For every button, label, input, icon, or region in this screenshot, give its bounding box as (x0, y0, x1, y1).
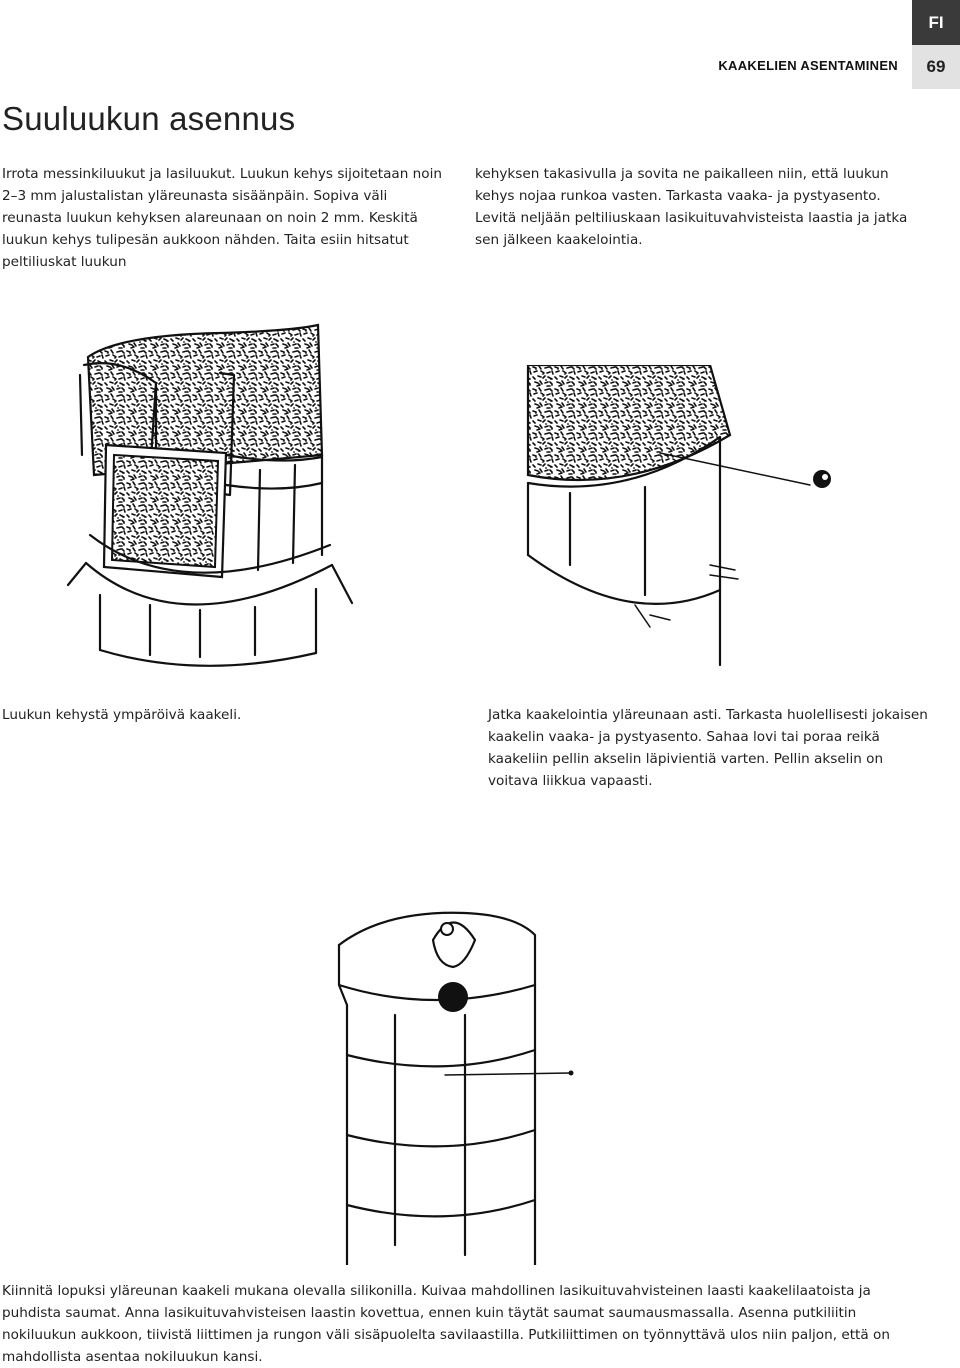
caption-figure-2: Jatka kaakelointia yläreunaan asti. Tarkasta huolellisesti jokaisen kaakelin vaaka- ja pystyasento. Sahaa lovi tai poraa reikä kaakeliin pellin akselin läpivientiä varten. Pellin akselin on voitava liikkua vapaasti. (488, 707, 928, 789)
page-number: 69 (912, 45, 960, 89)
language-tab: FI (912, 0, 960, 45)
figure-finished-top-illustration (325, 905, 575, 1265)
caption-figure-1: Luukun kehystä ympäröivä kaakeli. (2, 707, 242, 723)
figure-door-frame-illustration (60, 305, 360, 685)
page-title: Suuluukun asennus (2, 100, 296, 137)
figure-tiling-illustration (510, 365, 840, 685)
bottom-text: Kiinnitä lopuksi yläreunan kaakeli mukana olevalla silikonilla. Kuivaa mahdollinen lasikuituvahvisteinen laasti kaakelilaatoista ja puhdista saumat. Anna lasikuituvahvisteisen laastin kovettua, ennen kuin täytät saumat saumausmassalla. Asenna putkiliitin nokiluukun aukkoon, tiivistä liittimen ja rungon väli sisäpuolelta savilaastilla. Putkiliittimen on työnnyttävä ulos niin paljon, että on mahdollista asentaa nokiluukun kansi. (2, 1283, 890, 1365)
intro-text-left: Irrota messinkiluukut ja lasiluukut. Luukun kehys sijoitetaan noin 2–3 mm jalustalistan yläreunasta sisäänpäin. Sopiva väli reunasta luukun kehyksen alareunaan on noin 2 mm. Keskitä luukun kehys tulipesän aukkoon nähden. Taita esiin hitsatut peltiliuskat luukun (2, 166, 442, 270)
section-title: KAAKELIEN ASENTAMINEN (718, 58, 898, 73)
intro-text-right: kehyksen takasivulla ja sovita ne paikalleen niin, että luukun kehys nojaa runkoa vasten. Tarkasta vaaka- ja pystyasento. Levitä neljään peltiliuskaan lasikuituvahvisteista laastia ja jatka sen jälkeen kaakelointia. (475, 166, 908, 248)
